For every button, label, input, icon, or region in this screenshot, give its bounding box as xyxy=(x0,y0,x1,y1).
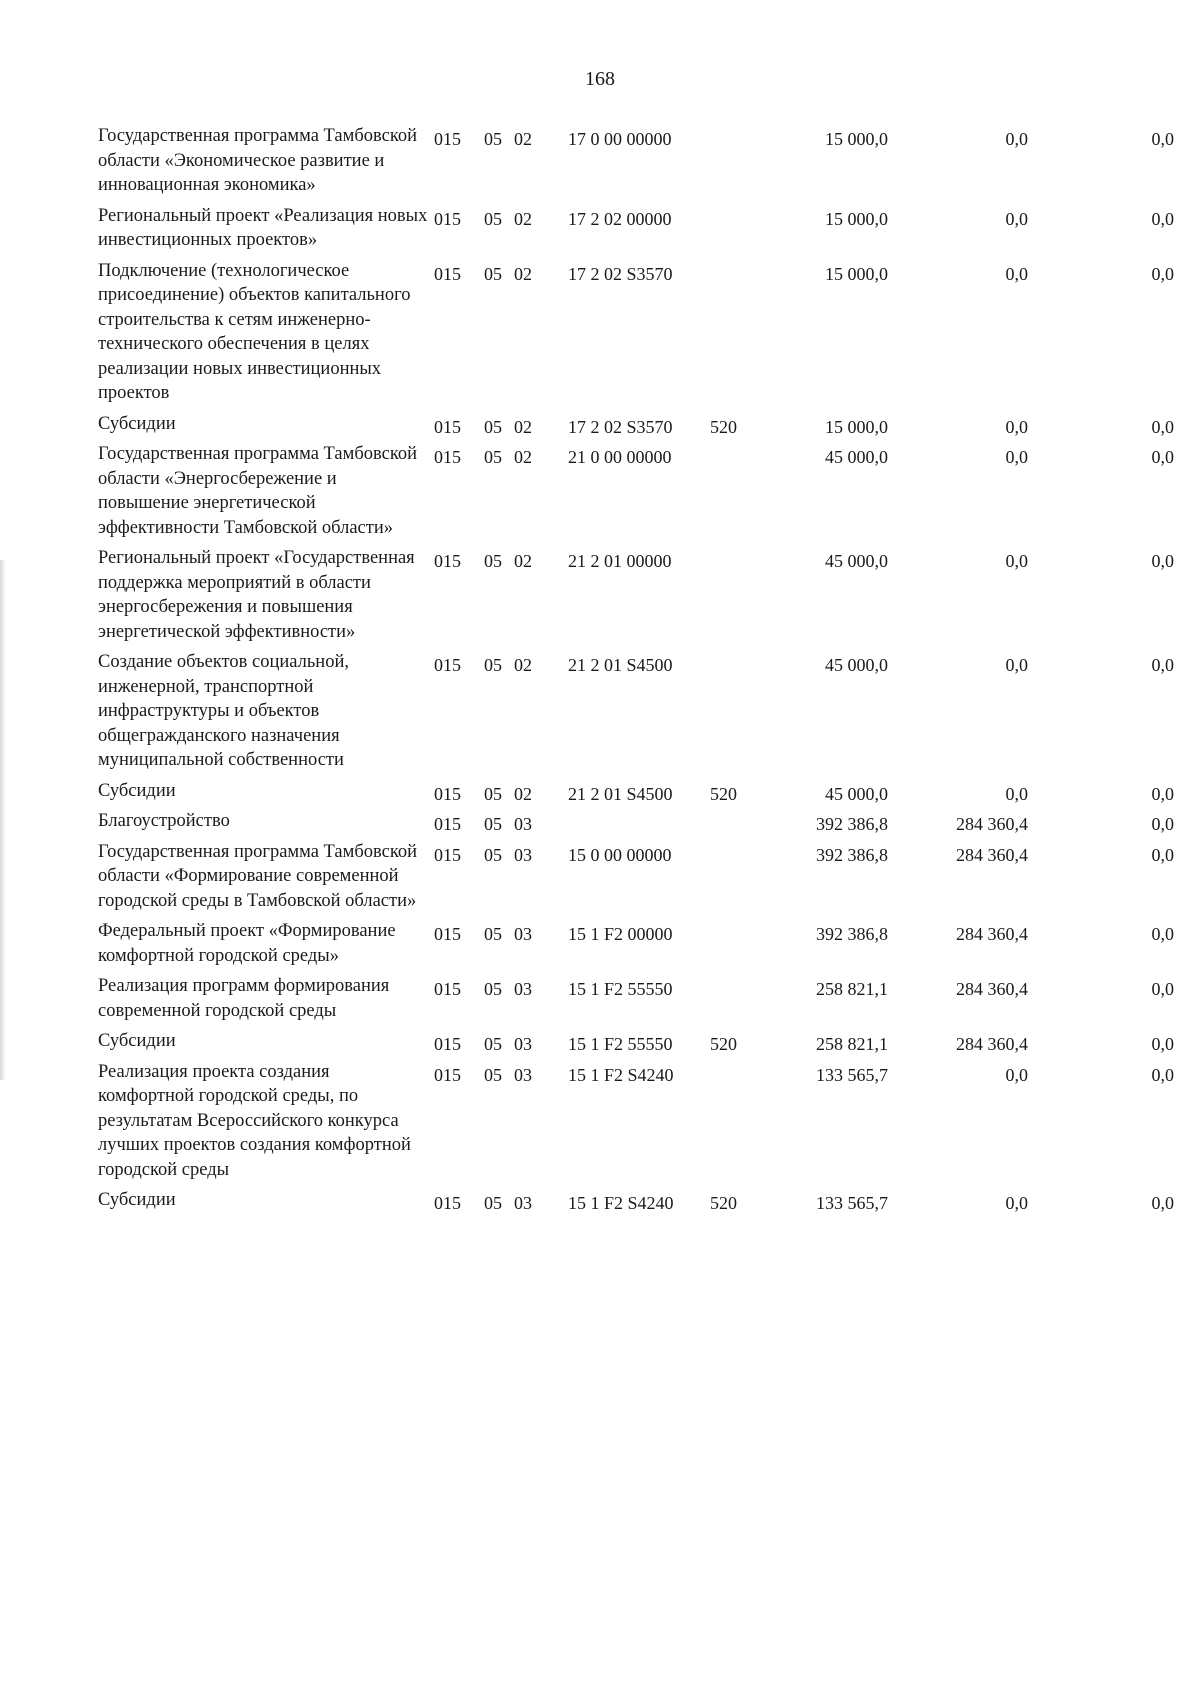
department-code: 015 xyxy=(434,263,461,284)
table-row xyxy=(98,974,1178,1023)
amount-year-3: 0,0 xyxy=(1151,208,1174,229)
expense-type-code: 520 xyxy=(710,1034,737,1054)
amount-year-1: 133 565,7 xyxy=(816,1064,888,1085)
department-code: 015 xyxy=(434,129,461,149)
amount-year-3: 0,0 xyxy=(1151,1034,1174,1054)
subsection-code: 02 xyxy=(514,416,532,437)
amount-year-3: 0,0 xyxy=(1151,263,1174,284)
section-code: 05 xyxy=(484,924,502,944)
item-name: Реализация программ формирования современной городской среды xyxy=(98,976,390,1021)
section-code: 05 xyxy=(484,979,502,999)
expense-type-code: 520 xyxy=(710,1193,737,1213)
amount-year-2: 0,0 xyxy=(1005,1064,1028,1085)
table-row xyxy=(98,1060,1178,1183)
amount-year-3: 0,0 xyxy=(1151,551,1174,571)
amount-year-1: 258 821,1 xyxy=(816,979,888,999)
amount-year-3: 0,0 xyxy=(1151,924,1174,944)
department-code: 015 xyxy=(434,979,461,999)
department-code: 015 xyxy=(434,1064,461,1085)
department-code: 015 xyxy=(434,1193,461,1213)
section-code: 05 xyxy=(484,1034,502,1054)
amount-year-1: 15 000,0 xyxy=(825,129,888,149)
item-name: Реализация проекта создания комфортной городской среды, по результатам Всероссийского конкурса лучших проектов создания комфортной городской среды xyxy=(98,1061,411,1180)
item-name: Государственная программа Тамбовской области «Энергосбережение и повышение энергетической эффективности Тамбовской области» xyxy=(98,444,418,538)
department-code: 015 xyxy=(434,844,461,865)
amount-year-1: 133 565,7 xyxy=(816,1193,888,1213)
department-code: 015 xyxy=(434,551,461,571)
subsection-code: 03 xyxy=(514,924,532,944)
item-name: Государственная программа Тамбовской области «Формирование современной городской среды в Тамбовской области» xyxy=(98,841,418,911)
amount-year-3: 0,0 xyxy=(1151,1193,1174,1213)
item-name: Субсидии xyxy=(98,1190,176,1210)
section-code: 05 xyxy=(484,551,502,571)
amount-year-2: 284 360,4 xyxy=(956,1034,1028,1054)
subsection-code: 03 xyxy=(514,814,532,834)
table-row xyxy=(98,442,1178,540)
amount-year-3: 0,0 xyxy=(1151,814,1174,834)
subsection-code: 03 xyxy=(514,1064,532,1085)
amount-year-2: 0,0 xyxy=(1005,655,1028,675)
table-row xyxy=(98,650,1178,773)
table-row xyxy=(98,124,1178,198)
subsection-code: 02 xyxy=(514,208,532,229)
amount-year-2: 0,0 xyxy=(1005,208,1028,229)
amount-year-2: 284 360,4 xyxy=(956,979,1028,999)
target-article-code: 15 1 F2 S4240 xyxy=(568,1193,674,1213)
target-article-code: 21 2 01 S4500 xyxy=(568,655,673,675)
item-name: Субсидии xyxy=(98,413,176,434)
table-row xyxy=(98,204,1178,253)
amount-year-2: 0,0 xyxy=(1005,1193,1028,1213)
target-article-code: 15 0 00 00000 xyxy=(568,844,672,865)
table-row xyxy=(98,1188,1178,1213)
item-name: Федеральный проект «Формирование комфортной городской среды» xyxy=(98,921,396,966)
target-article-code: 15 1 F2 00000 xyxy=(568,924,673,944)
section-code: 05 xyxy=(484,783,502,804)
amount-year-2: 284 360,4 xyxy=(956,814,1028,834)
target-article-code: 21 0 00 00000 xyxy=(568,447,672,467)
amount-year-1: 15 000,0 xyxy=(825,416,888,437)
amount-year-1: 45 000,0 xyxy=(825,447,888,467)
amount-year-3: 0,0 xyxy=(1151,655,1174,675)
table-row xyxy=(98,919,1178,968)
subsection-code: 02 xyxy=(514,263,532,284)
section-code: 05 xyxy=(484,208,502,229)
amount-year-3: 0,0 xyxy=(1151,783,1174,804)
amount-year-3: 0,0 xyxy=(1151,844,1174,865)
expense-type-code: 520 xyxy=(710,783,737,804)
section-code: 05 xyxy=(484,129,502,149)
item-name: Благоустройство xyxy=(98,811,230,831)
item-name: Государственная программа Тамбовской области «Экономическое развитие и инновационная экономика» xyxy=(98,126,418,195)
section-code: 05 xyxy=(484,263,502,284)
section-code: 05 xyxy=(484,447,502,467)
subsection-code: 02 xyxy=(514,129,532,149)
table-row xyxy=(98,1029,1178,1054)
section-code: 05 xyxy=(484,416,502,437)
department-code: 015 xyxy=(434,208,461,229)
expense-type-code: 520 xyxy=(710,416,737,437)
target-article-code: 21 2 01 S4500 xyxy=(568,783,673,804)
amount-year-2: 284 360,4 xyxy=(956,844,1028,865)
item-name: Региональный проект «Государственная поддержка мероприятий в области энергосбережения и повышения энергетической эффективности» xyxy=(98,548,415,642)
target-article-code: 17 2 02 S3570 xyxy=(568,416,673,437)
subsection-code: 02 xyxy=(514,447,532,467)
subsection-code: 03 xyxy=(514,844,532,865)
department-code: 015 xyxy=(434,416,461,437)
amount-year-1: 392 386,8 xyxy=(816,844,888,865)
amount-year-2: 0,0 xyxy=(1005,416,1028,437)
amount-year-1: 15 000,0 xyxy=(825,263,888,284)
target-article-code: 17 2 02 S3570 xyxy=(568,263,673,284)
item-name: Региональный проект «Реализация новых инвестиционных проектов» xyxy=(98,205,428,250)
target-article-code: 21 2 01 00000 xyxy=(568,551,672,571)
amount-year-2: 0,0 xyxy=(1005,447,1028,467)
subsection-code: 03 xyxy=(514,1034,532,1054)
page-number: 168 xyxy=(585,68,615,90)
department-code: 015 xyxy=(434,924,461,944)
subsection-code: 02 xyxy=(514,655,532,675)
target-article-code: 15 1 F2 55550 xyxy=(568,979,673,999)
subsection-code: 02 xyxy=(514,783,532,804)
amount-year-1: 15 000,0 xyxy=(825,208,888,229)
amount-year-1: 45 000,0 xyxy=(825,783,888,804)
table-row xyxy=(98,259,1178,406)
amount-year-2: 0,0 xyxy=(1005,129,1028,149)
table-row xyxy=(98,546,1178,644)
target-article-code: 15 1 F2 S4240 xyxy=(568,1064,674,1085)
section-code: 05 xyxy=(484,814,502,834)
table-row xyxy=(98,779,1178,804)
subsection-code: 02 xyxy=(514,551,532,571)
department-code: 015 xyxy=(434,783,461,804)
amount-year-1: 45 000,0 xyxy=(825,655,888,675)
section-code: 05 xyxy=(484,1193,502,1213)
amount-year-3: 0,0 xyxy=(1151,129,1174,149)
amount-year-3: 0,0 xyxy=(1151,447,1174,467)
target-article-code: 17 0 00 00000 xyxy=(568,129,672,149)
subsection-code: 03 xyxy=(514,979,532,999)
table-row xyxy=(98,809,1178,834)
amount-year-2: 0,0 xyxy=(1005,263,1028,284)
amount-year-1: 45 000,0 xyxy=(825,551,888,571)
scan-edge xyxy=(0,560,6,1080)
amount-year-2: 0,0 xyxy=(1005,551,1028,571)
item-name: Подключение (технологическое присоединение) объектов капитального строительства к сетям инженерно-технического обеспечения в целях реализации новых инвестиционных проектов xyxy=(98,260,411,403)
department-code: 015 xyxy=(434,447,461,467)
amount-year-3: 0,0 xyxy=(1151,416,1174,437)
amount-year-3: 0,0 xyxy=(1151,979,1174,999)
department-code: 015 xyxy=(434,814,461,834)
amount-year-2: 0,0 xyxy=(1005,783,1028,804)
section-code: 05 xyxy=(484,655,502,675)
budget-table xyxy=(98,124,1178,1219)
subsection-code: 03 xyxy=(514,1193,532,1213)
amount-year-1: 392 386,8 xyxy=(816,924,888,944)
section-code: 05 xyxy=(484,1064,502,1085)
department-code: 015 xyxy=(434,655,461,675)
amount-year-1: 392 386,8 xyxy=(816,814,888,834)
department-code: 015 xyxy=(434,1034,461,1054)
target-article-code: 15 1 F2 55550 xyxy=(568,1034,673,1054)
amount-year-2: 284 360,4 xyxy=(956,924,1028,944)
table-row xyxy=(98,840,1178,914)
amount-year-3: 0,0 xyxy=(1151,1064,1174,1085)
item-name: Создание объектов социальной, инженерной, транспортной инфраструктуры и объектов общегражданского назначения муниципальной собственности xyxy=(98,652,349,770)
target-article-code: 17 2 02 00000 xyxy=(568,208,672,229)
item-name: Субсидии xyxy=(98,1031,176,1051)
table-row xyxy=(98,412,1178,437)
item-name: Субсидии xyxy=(98,780,176,801)
section-code: 05 xyxy=(484,844,502,865)
amount-year-1: 258 821,1 xyxy=(816,1034,888,1054)
